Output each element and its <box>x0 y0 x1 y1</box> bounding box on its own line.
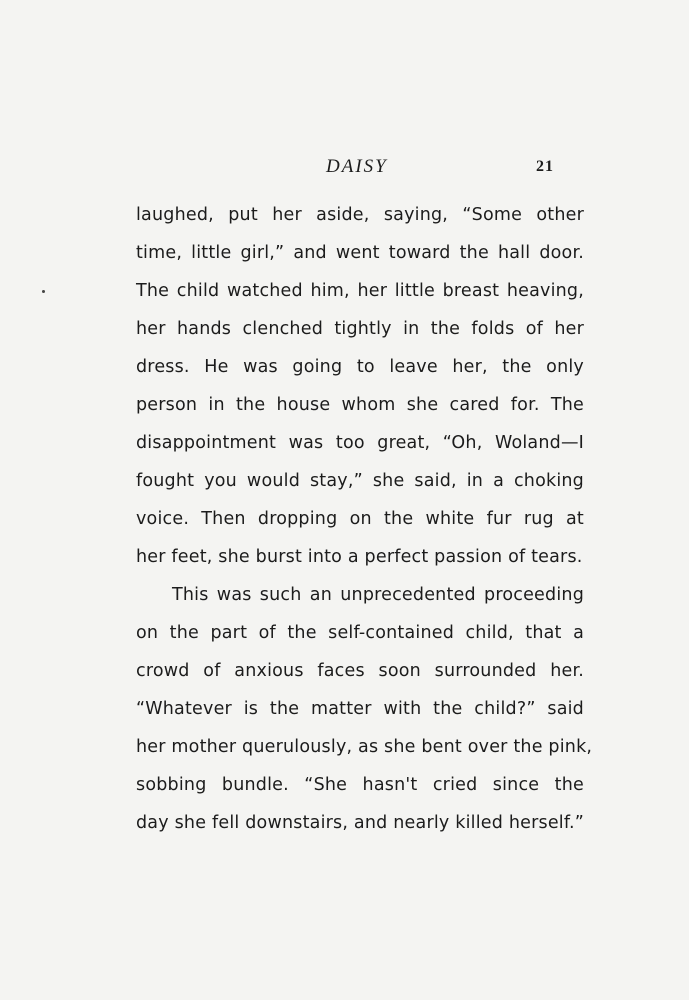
text-line: disappointment was too great, “Oh, Woland—I <box>136 433 584 453</box>
text-line: sobbing bundle. “She hasn't cried since the <box>136 775 584 795</box>
paragraph-first-line: This was such an unprecedented proceeding <box>172 585 584 605</box>
text-line: dress. He was going to leave her, the only <box>136 357 584 377</box>
text-line: her hands clenched tightly in the folds of her <box>136 319 584 339</box>
text-line: voice. Then dropping on the white fur rug at <box>136 509 584 529</box>
running-head <box>0 156 689 186</box>
text-line: person in the house whom she cared for. The <box>136 395 584 415</box>
text-line: on the part of the self-contained child, that a <box>136 623 584 643</box>
text-line: The child watched him, her little breast heaving, <box>136 281 584 301</box>
body-text <box>136 196 593 842</box>
text-line: her feet, she burst into a perfect passion of tears. <box>136 547 583 567</box>
text-line: crowd of anxious faces soon surrounded her. <box>136 661 584 681</box>
stray-ink-mark <box>42 290 45 293</box>
running-title: DAISY <box>326 156 388 177</box>
text-line: day she fell downstairs, and nearly killed herself.” <box>136 813 584 833</box>
text-line: laughed, put her aside, saying, “Some other <box>136 205 584 225</box>
text-line: her mother querulously, as she bent over the pink, <box>136 737 593 757</box>
text-line: fought you would stay,” she said, in a choking <box>136 471 584 491</box>
page-number: 21 <box>536 158 554 175</box>
text-line: time, little girl,” and went toward the hall door. <box>136 243 584 263</box>
text-line: “Whatever is the matter with the child?” said <box>136 699 584 719</box>
